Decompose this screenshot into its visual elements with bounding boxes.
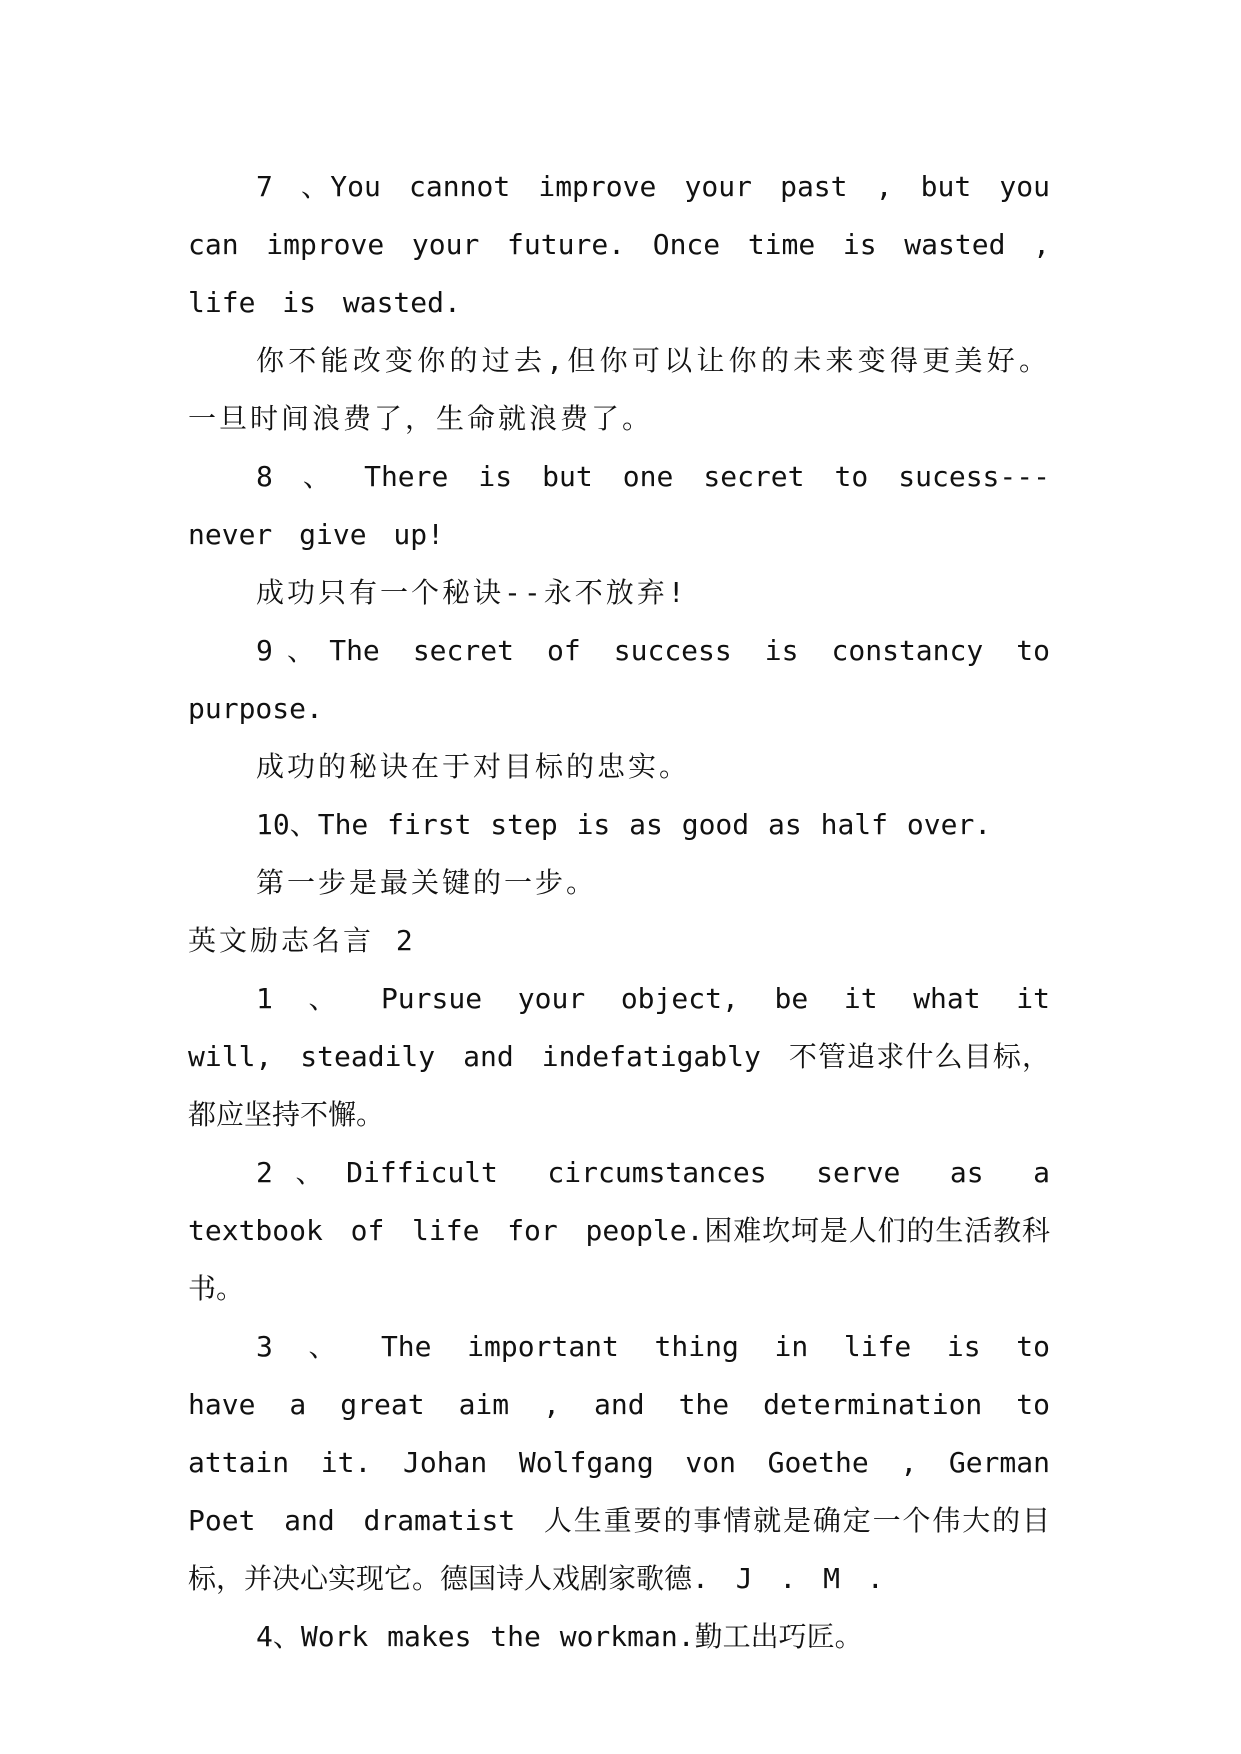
quote-9-english: 9、The secret of success is constancy to purpose. — [188, 634, 1050, 725]
section2-quote-1: 1 、 Pursue your object, be it what it will, steadily and indefatigably 不管追求什么目标，都应坚持不懈。 — [188, 982, 1050, 1131]
section2-quote-4: 4、Work makes the workman.勤工出巧匠。 — [256, 1620, 863, 1653]
quote-8-chinese: 成功只有一个秘诀--永不放弃! — [256, 576, 688, 609]
section-heading: 英文励志名言 2 — [188, 924, 416, 957]
quote-10-english: 10、The first step is as good as half over. — [256, 808, 992, 841]
quote-8-english: 8 、 There is but one secret to sucess---never give up! — [188, 460, 1050, 551]
section2-quote-2: 2、Difficult circumstances serve as a textbook of life for people.困难坎坷是人们的生活教科书。 — [188, 1156, 1050, 1305]
section2-quote-3: 3 、 The important thing in life is to have a great aim , and the determination to attain it. Johan Wolfgang von Goethe , German Poet and dramatist 人生重要的事情就是确定一个伟大的目标，并决心实现它。德国诗人戏剧家歌德. J . M . — [188, 1330, 1050, 1595]
document-body — [188, 158, 1050, 1666]
quote-7-chinese: 你不能改变你的过去,但你可以让你的未来变得更美好。一旦时间浪费了，生命就浪费了。 — [188, 344, 1050, 435]
quote-7-english: 7 、You cannot improve your past , but you can improve your future. Once time is wasted , life is wasted. — [188, 170, 1050, 319]
quote-10-chinese: 第一步是最关键的一步。 — [256, 866, 598, 899]
quote-9-chinese: 成功的秘诀在于对目标的忠实。 — [256, 750, 691, 783]
